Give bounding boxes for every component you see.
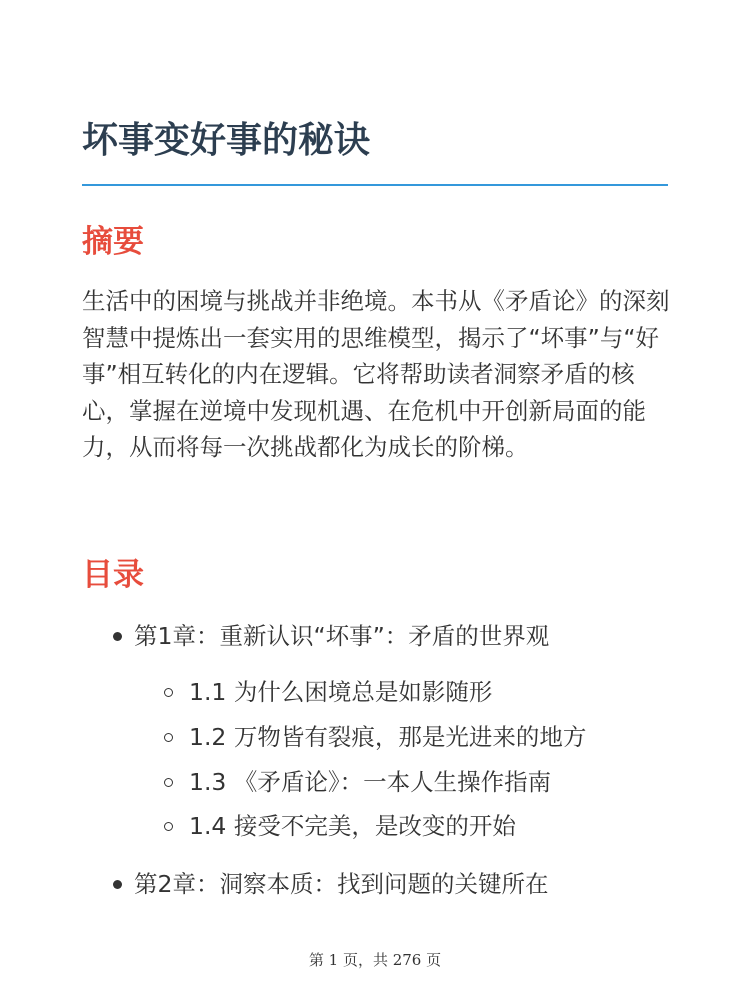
toc-heading: 目录 — [82, 557, 144, 593]
toc-section-1-3-label: 1.3 《矛盾论》：一本人生操作指南 — [189, 768, 552, 796]
filled-bullet-icon — [113, 880, 122, 889]
page-number-footer: 第 1 页，共 276 页 — [308, 951, 442, 969]
toc-section-1-2-label: 1.2 万物皆有裂痕，那是光进来的地方 — [189, 723, 587, 751]
title-divider — [82, 184, 668, 186]
toc-section-1-4-label: 1.4 接受不完美，是改变的开始 — [189, 812, 516, 840]
hollow-bullet-icon — [164, 688, 173, 697]
hollow-bullet-icon — [164, 822, 173, 831]
hollow-bullet-icon — [164, 778, 173, 787]
filled-bullet-icon — [113, 632, 122, 641]
hollow-bullet-icon — [164, 733, 173, 742]
toc-chapter-1-label: 第1章：重新认识“坏事”：矛盾的世界观 — [134, 622, 550, 650]
toc-chapter-2-label: 第2章：洞察本质：找到问题的关键所在 — [134, 870, 549, 898]
toc-section-1-1-label: 1.1 为什么困境总是如影随形 — [189, 678, 493, 706]
document-title: 坏事变好事的秘诀 — [82, 120, 371, 161]
summary-text: 生活中的困境与挑战并非绝境。本书从《矛盾论》的深刻智慧中提炼出一套实用的思维模型，揭示了“坏事”与“好事”相互转化的内在逻辑。它将帮助读者洞察矛盾的核心，掌握在逆境中发现机遇、在危机中开创新局面的能力，从而将每一次挑战都化为成长的阶梯。 — [82, 287, 670, 462]
summary-heading: 摘要 — [82, 224, 144, 260]
